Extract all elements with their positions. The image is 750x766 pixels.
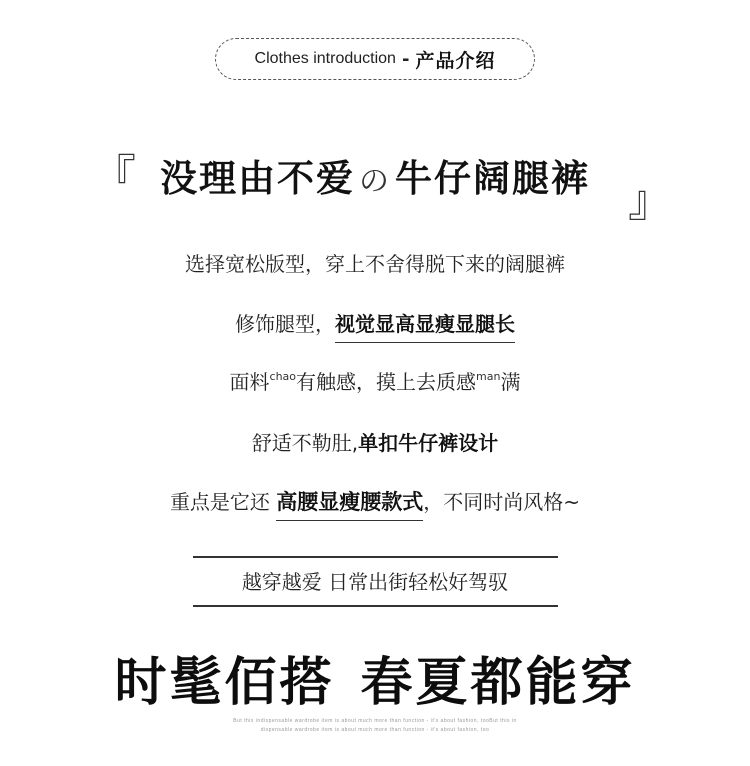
description-line-2 bbox=[0, 308, 750, 337]
title-part1: 没理由不爱 bbox=[160, 157, 355, 200]
title-bracket-open: 『 bbox=[92, 151, 136, 202]
slogan-part2: 春夏都能穿 bbox=[360, 653, 636, 713]
fineprint-line-2: dispensable wardrobe item is about much more than function - it's about fashion, too bbox=[260, 727, 490, 733]
description-line-3 bbox=[0, 366, 750, 395]
tagline: 越穿越爱 日常出街轻松好驾驭 bbox=[241, 570, 509, 594]
section-header bbox=[215, 38, 535, 80]
header-dash: - bbox=[401, 48, 410, 70]
line2-highlight: 视觉显高显瘦显腿长 bbox=[335, 312, 515, 343]
fineprint-line-1: But this indispensable wardrobe item is about much more than function - it's about fashion, tooBut this in bbox=[233, 718, 517, 724]
line2-plain: 修饰腿型， bbox=[235, 312, 335, 336]
header-english: Clothes introduction bbox=[254, 50, 396, 67]
line3-part-c: 满 bbox=[500, 370, 521, 394]
header-chinese: 产品介绍 bbox=[415, 49, 496, 72]
line5-highlight: 高腰显瘦腰款式 bbox=[276, 490, 423, 521]
title-bracket-close: 』 bbox=[628, 176, 672, 227]
slogan-part1: 时髦佰搭 bbox=[114, 653, 335, 713]
tagline-rule-bottom bbox=[193, 605, 558, 607]
line3-part-a: 面料 bbox=[229, 370, 270, 394]
line3-sup-1: chao bbox=[269, 370, 297, 383]
title-part2: 牛仔阔腿裤 bbox=[395, 157, 590, 200]
slogan bbox=[0, 640, 750, 715]
title-no: の bbox=[359, 164, 391, 199]
description-line-1 bbox=[0, 248, 750, 277]
line3-sup-2: man bbox=[476, 370, 501, 383]
line5-part-a: 重点是它还 bbox=[169, 490, 270, 514]
line1-text: 选择宽松版型，穿上不舍得脱下来的阔腿裤 bbox=[185, 252, 565, 276]
description-line-5 bbox=[0, 486, 750, 516]
line4-highlight: 单扣牛仔裤设计 bbox=[358, 431, 499, 455]
line4-plain: 舒适不勒肚, bbox=[251, 431, 359, 455]
description-line-4 bbox=[0, 427, 750, 456]
line3-part-b: 有触感，摸上去质感 bbox=[296, 370, 477, 394]
line5-part-b: ，不同时尚风格~ bbox=[423, 490, 581, 514]
tagline-rule-top bbox=[193, 556, 558, 558]
